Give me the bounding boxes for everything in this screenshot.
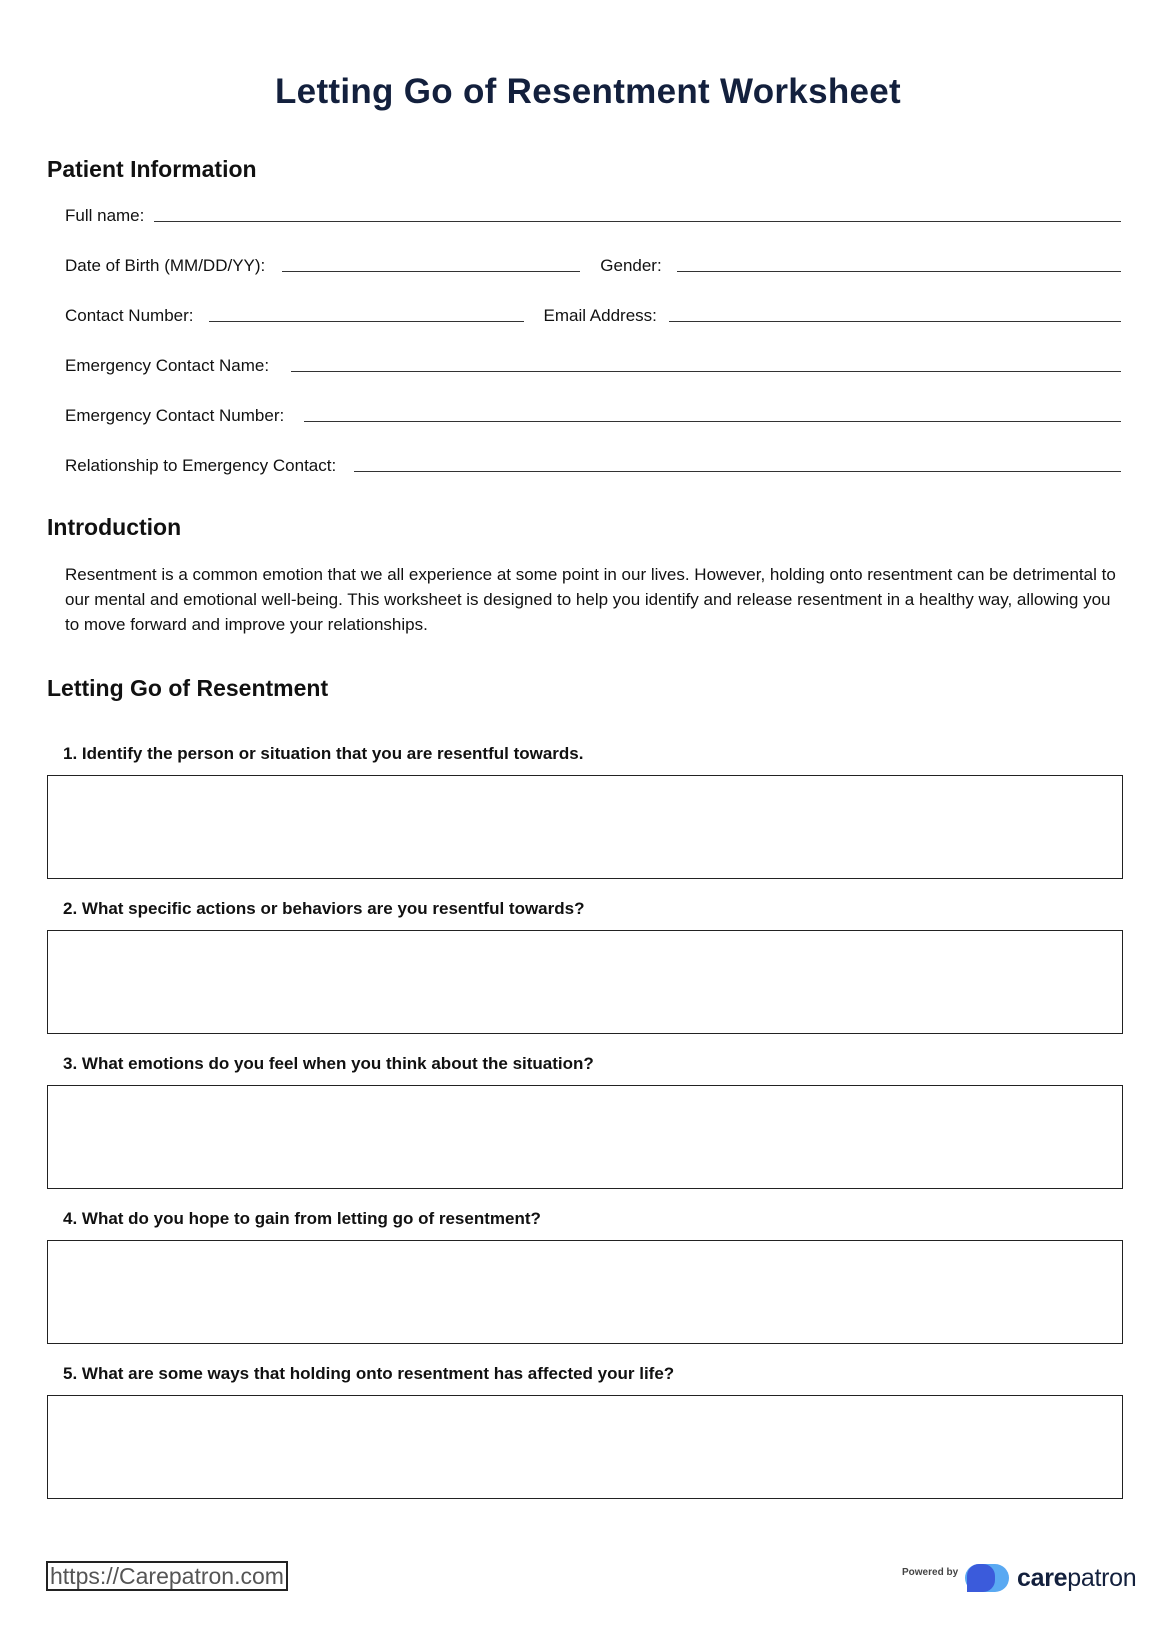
relationship-row <box>65 452 1121 476</box>
question-4: 4. What do you hope to gain from letting go of resentment? <box>63 1209 541 1228</box>
relationship-label: Relationship to Emergency Contact: <box>65 456 337 475</box>
introduction-heading: Introduction <box>47 514 182 540</box>
full-name-field[interactable] <box>154 221 1121 222</box>
carepatron-logo-icon <box>965 1562 1011 1594</box>
emergency-number-label: Emergency Contact Number: <box>65 406 285 425</box>
email-field[interactable] <box>669 321 1121 322</box>
answer-box-2[interactable] <box>47 930 1123 1034</box>
page-title: Letting Go of Resentment Worksheet <box>275 72 901 111</box>
gender-field[interactable] <box>677 271 1121 272</box>
email-label: Email Address: <box>543 306 657 325</box>
emergency-name-field[interactable] <box>291 371 1121 372</box>
dob-gender-row <box>65 252 1121 276</box>
gender-label: Gender: <box>600 256 662 275</box>
carepatron-brand <box>1017 1564 1136 1593</box>
powered-by-label: Powered by <box>902 1567 959 1578</box>
emergency-number-field[interactable] <box>304 421 1121 422</box>
carepatron-link[interactable]: https://Carepatron.com <box>46 1561 288 1591</box>
contact-number-label: Contact Number: <box>65 306 194 325</box>
question-5: 5. What are some ways that holding onto resentment has affected your life? <box>63 1364 675 1383</box>
answer-box-5[interactable] <box>47 1395 1123 1499</box>
contact-number-field[interactable] <box>209 321 524 322</box>
patient-info-heading: Patient Information <box>47 156 257 182</box>
brand-rest-text: patron <box>1067 1563 1137 1592</box>
letting-go-heading: Letting Go of Resentment <box>47 675 329 701</box>
full-name-label: Full name: <box>65 206 145 225</box>
relationship-field[interactable] <box>354 471 1121 472</box>
full-name-row <box>65 202 1121 226</box>
dob-field[interactable] <box>282 271 580 272</box>
emergency-name-row <box>65 352 1121 376</box>
dob-label: Date of Birth (MM/DD/YY): <box>65 256 266 275</box>
introduction-text: Resentment is a common emotion that we all experience at some point in our lives. However, holding onto resentment can be detrimental to our mental and emotional well-being. This worksheet is designed to help you identify and release resentment in a healthy way, allowing you to move forward and improve your relationships. <box>65 565 1116 634</box>
answer-box-1[interactable] <box>47 775 1123 879</box>
brand-bold-text: care <box>1017 1563 1068 1592</box>
question-3: 3. What emotions do you feel when you think about the situation? <box>63 1054 594 1073</box>
emergency-number-row <box>65 402 1121 426</box>
question-2: 2. What specific actions or behaviors are you resentful towards? <box>63 899 585 918</box>
answer-box-4[interactable] <box>47 1240 1123 1344</box>
question-1: 1. Identify the person or situation that you are resentful towards. <box>63 744 584 763</box>
contact-email-row <box>65 302 1121 326</box>
answer-box-3[interactable] <box>47 1085 1123 1189</box>
carepatron-logo <box>965 1562 1136 1594</box>
emergency-name-label: Emergency Contact Name: <box>65 356 270 375</box>
